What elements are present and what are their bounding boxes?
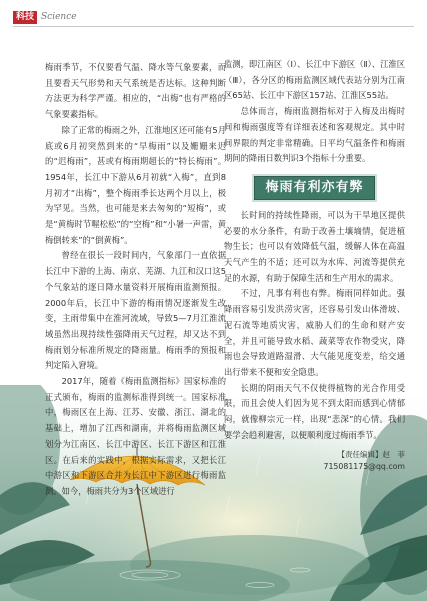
paragraph: 长时间的持续性降雨，可以为干旱地区提供必要的水分条件，有助于改善土壤墒情，促进植物生长；也可以有效降低气温，缓解人体在高温天气产生的不适；还可以为水库、河流等提供充足的水源，有助于保障生活和生产用水的需求。 [224,209,405,283]
editor-name: 赵 菲 [382,450,405,460]
paragraph: 监测，即江南区（Ⅰ）、长江中下游区（Ⅱ）、江淮区（Ⅲ），各分区的梅雨监测区域代表站分别为江南区65站、长江中下游区157站、江淮区55站。 [224,59,405,101]
left-column [45,60,226,500]
paragraph: 梅雨季节，不仅要看气温、降水等气象要素，而且要看天气形势和天气系统是否达标。这种判断方法更为科学严谨。相应的，“出梅”也有严格的气象要素指标。 [45,62,226,120]
paragraph: 曾经在很长一段时间内，气象部门一直依据长江中下游的上海、南京、芜湖、九江和汉口这5个气象站的逐日降水量资料开展梅雨监测预报。2000年后，长江中下游的梅雨情况逐渐发生改变，主雨带集中在淮河流域，导致5—7月江淮流域虽然出现持续性强降雨天气过程，却又达不到梅雨划分标准所规定的降雨量。梅雨季的预报和判定陷入窘境。 [45,250,226,371]
paragraph: 除了正常的梅雨之外，江淮地区还可能有5月底或6月初突然到来的“早梅雨”以及姗姗来迟的“迟梅雨”，甚或有梅雨期超长的“特长梅雨”。1954年，长江中下游从6月初就“入梅”，直到8月初才“出梅”，整个梅雨季长达两个月以上，极为罕见。当然，也可能是来去匆匆的“短梅”，或是“黄梅时节喔松松”的“空梅”和“小暑一声雷，黄梅倒转来”的“倒黄梅”。 [45,124,226,245]
paragraph: 总体而言，梅雨监测指标对于入梅及出梅时间和梅雨强度等有详细表述和客观规定。其中时间界限的判定非常精确。日平均气温条件和梅雨期间的降雨日数判识3个指标十分重要。 [224,106,405,164]
paragraph: 长期的阴雨天气不仅使得植物的光合作用受限，而且会使人们因为见不到太阳而感到心情郁闷，就像柳宗元一样，出现“悲深”的心情。我们要学会趋利避害，以便顺利度过梅雨季节。 [224,382,405,440]
section-tag: 科技 [13,11,37,24]
section-name: Science [41,12,77,22]
header-divider [13,26,414,27]
page-header [13,10,77,24]
section-heading [224,176,405,200]
section-heading-text: 梅雨有利亦有弊 [254,176,374,200]
right-column [224,57,405,473]
editor-credit [224,449,405,473]
editor-email: 715081175@qq.com [323,462,405,472]
paragraph: 2017年，随着《梅雨监测指标》国家标准的正式颁布，梅雨的监测标准得到统一。国家标准中，梅雨区在上海、江苏、安徽、浙江、湖北的基础上，增加了江西和湖南，并将梅雨监测区域划分为江南区、长江中游区、长江下游区和江淮区。在后来的实践中，根据实际需求，又把长江中游区和下游区合并为长江中下游区进行梅雨监测。如今，梅雨共分为3个区域进行 [45,376,226,496]
paragraph: 不过，凡事有利也有弊。梅雨同样如此。强降雨容易引发洪涝灾害，还容易引发山体滑坡、泥石流等地质灾害，威胁人们的生命和财产安全，并且可能导致水稻、蔬菜等农作物受灾，降雨也会导致道路湿滑、大气能见度变差，给交通出行带来不便和安全隐患。 [224,288,405,377]
editor-label: 【责任编辑】 [337,450,383,460]
